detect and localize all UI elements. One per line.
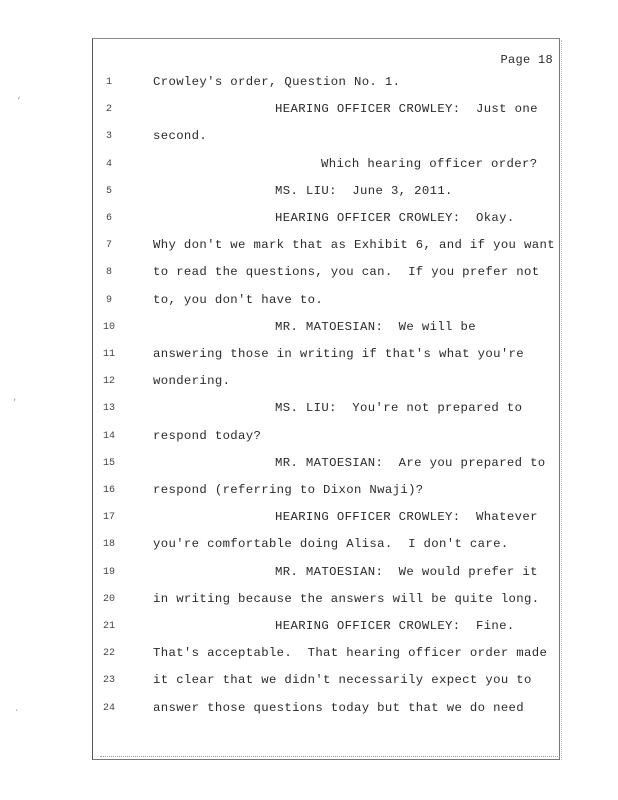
line-text: to read the questions, you can. If you prefer not	[153, 265, 540, 280]
line-number: 22	[102, 648, 115, 660]
line-text: MR. MATOESIAN: Are you prepared to	[275, 455, 546, 470]
line-number: 23	[102, 675, 115, 687]
line-text: respond (referring to Dixon Nwaji)?	[153, 483, 424, 497]
line-number: 16	[102, 485, 115, 496]
transcript-line	[93, 646, 559, 664]
transcript-line	[93, 374, 559, 392]
line-number: 5	[105, 185, 112, 197]
transcript-line	[93, 265, 559, 283]
line-text: MS. LIU: You're not prepared to	[275, 401, 523, 416]
line-text: it clear that we didn't necessarily expect you to	[153, 673, 532, 688]
transcript-line	[93, 211, 559, 229]
line-text: MR. MATOESIAN: We would prefer it	[275, 564, 538, 579]
line-number: 19	[102, 566, 115, 578]
line-text: respond today?	[153, 428, 262, 443]
line-number: 21	[102, 621, 115, 632]
transcript-line	[93, 673, 559, 691]
transcript-line	[93, 293, 559, 311]
transcript-line	[93, 565, 559, 583]
line-number: 24	[102, 702, 115, 714]
transcript-line	[93, 401, 559, 419]
line-text: MR. MATOESIAN: We will be	[275, 319, 476, 334]
line-number: 11	[102, 349, 115, 360]
line-text: in writing because the answers will be quite long.	[153, 591, 540, 606]
line-number: 4	[105, 158, 112, 170]
line-text: second.	[153, 129, 208, 144]
line-number: 15	[102, 457, 115, 469]
line-number: 10	[102, 321, 115, 333]
line-number: 20	[102, 593, 115, 605]
line-text: Why don't we mark that as Exhibit 6, and if you want	[153, 238, 555, 253]
line-text: Crowley's order, Question No. 1.	[153, 75, 401, 89]
transcript-line	[93, 619, 559, 637]
line-text: That's acceptable. That hearing officer order made	[153, 646, 548, 661]
transcript-line	[93, 483, 559, 501]
transcript-line	[93, 429, 559, 447]
line-text: answer those questions today but that we do need	[153, 700, 525, 715]
scan-edge-artifact	[561, 40, 564, 760]
transcript-line	[93, 320, 559, 338]
line-number: 6	[105, 213, 112, 224]
transcript-line	[93, 592, 559, 610]
page-number: Page 18	[500, 53, 553, 67]
footer-rule	[100, 756, 560, 759]
line-text: HEARING OFFICER CROWLEY: Fine.	[275, 619, 515, 633]
line-number: 14	[102, 430, 115, 442]
line-number: 18	[102, 539, 115, 551]
line-text: answering those in writing if that's what you're	[153, 347, 525, 361]
line-text: HEARING OFFICER CROWLEY: Whatever	[275, 510, 538, 525]
line-number: 8	[105, 267, 112, 279]
line-text: MS. LIU: June 3, 2011.	[275, 183, 453, 198]
scan-speck: ·	[14, 706, 20, 716]
transcript-line	[93, 238, 559, 256]
line-text: Which hearing officer order?	[321, 156, 538, 171]
line-number: 3	[105, 131, 112, 143]
line-number: 9	[105, 294, 112, 306]
line-text: HEARING OFFICER CROWLEY: Just one	[275, 102, 538, 117]
line-number: 7	[105, 240, 112, 252]
line-text: to, you don't have to.	[153, 292, 324, 307]
line-number: 1	[105, 77, 112, 88]
transcript-line	[93, 510, 559, 528]
line-text: you're comfortable doing Alisa. I don't care.	[153, 537, 509, 552]
line-number: 2	[105, 104, 112, 116]
line-number: 13	[102, 403, 115, 415]
transcript-line	[93, 75, 559, 93]
scan-speck: ’	[12, 398, 18, 408]
transcript-line	[93, 184, 559, 202]
line-number: 17	[102, 512, 115, 524]
scan-speck: ‘	[16, 96, 22, 106]
transcript-line	[93, 701, 559, 719]
transcript-line	[93, 456, 559, 474]
line-number: 12	[102, 376, 115, 388]
transcript-line	[93, 537, 559, 555]
line-text: wondering.	[153, 374, 231, 389]
transcript-line	[93, 102, 559, 120]
transcript-line	[93, 129, 559, 147]
transcript-line	[93, 347, 559, 365]
transcript-line	[93, 157, 559, 175]
line-text: HEARING OFFICER CROWLEY: Okay.	[275, 211, 515, 225]
transcript-page	[92, 38, 560, 760]
